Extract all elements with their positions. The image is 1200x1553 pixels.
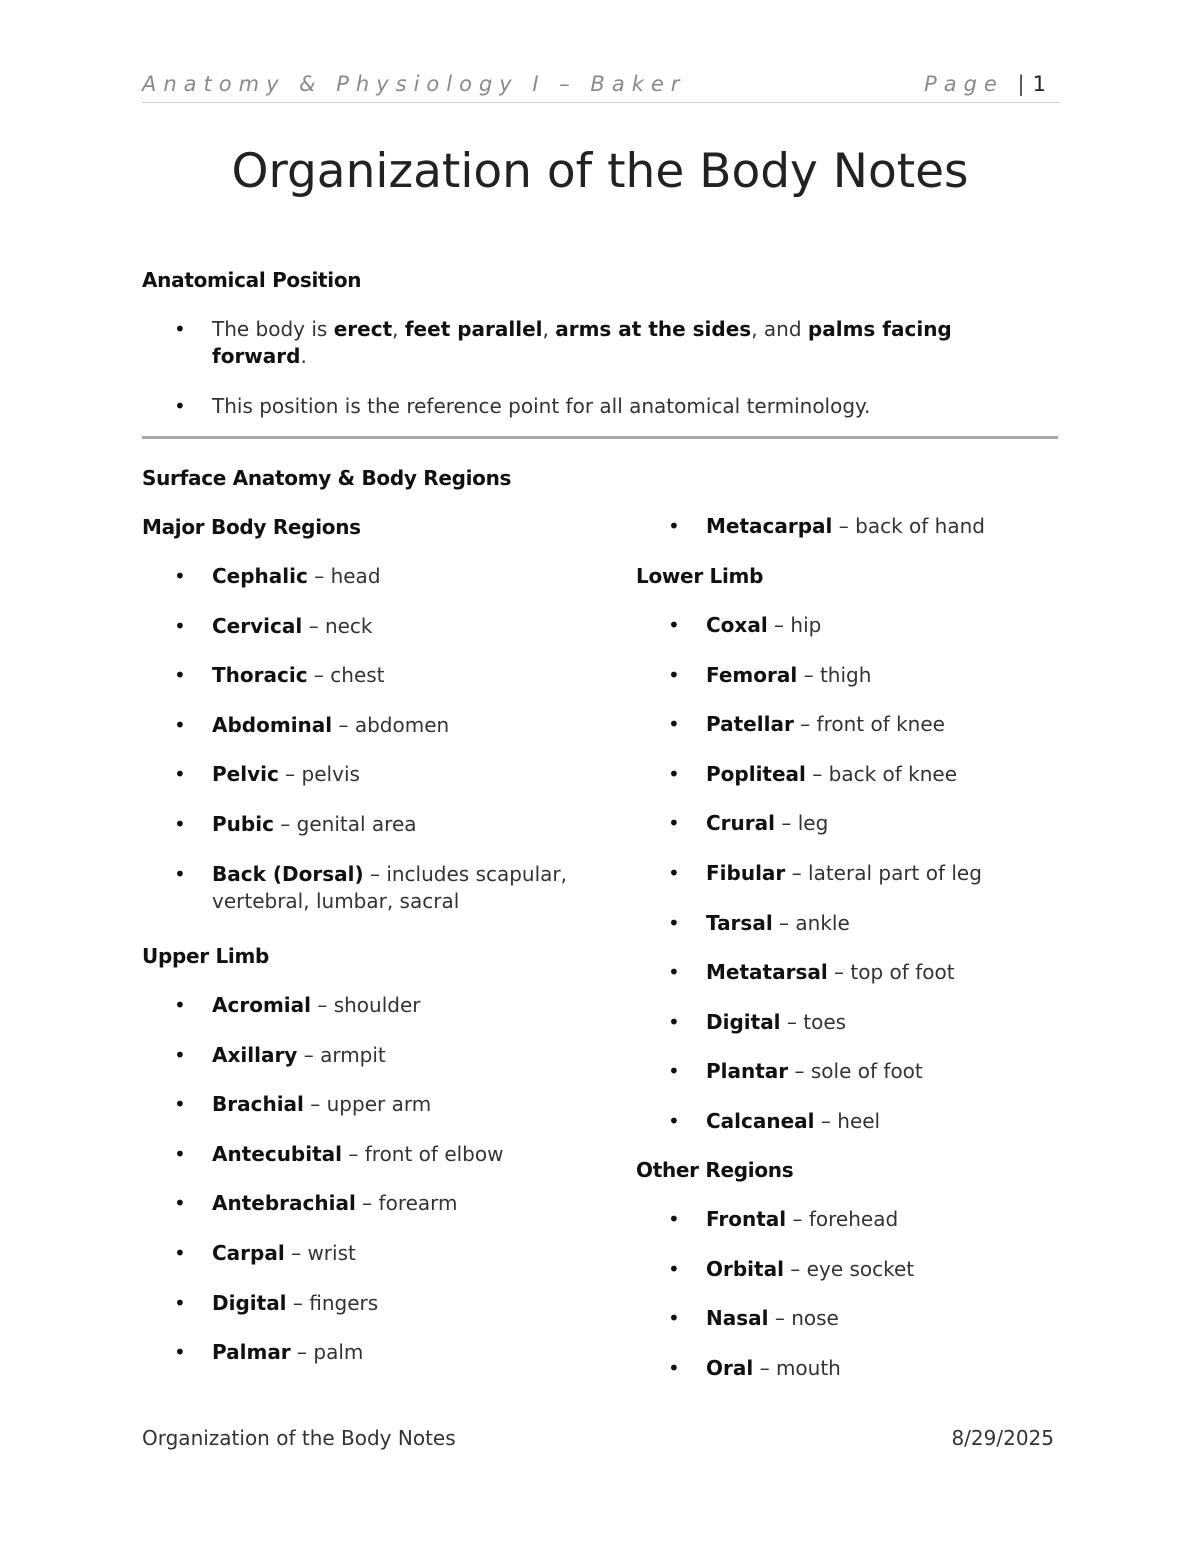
region-description: chest	[330, 663, 385, 688]
region-description: fingers	[309, 1290, 379, 1315]
region-item	[636, 1058, 1056, 1085]
region-description: leg	[797, 811, 829, 836]
region-term: Pubic	[212, 811, 274, 836]
region-item	[142, 992, 582, 1019]
region-term: Metacarpal	[706, 514, 833, 538]
region-description: abdomen	[354, 712, 450, 737]
region-term: Metatarsal	[706, 960, 828, 985]
dash-separator: –	[767, 613, 791, 637]
dash-separator: –	[797, 662, 820, 687]
region-description: head	[330, 564, 381, 588]
region-term: Thoracic	[212, 663, 308, 688]
dash-separator: –	[768, 1306, 792, 1331]
header-page-separator: |	[1017, 72, 1025, 96]
list-item	[142, 316, 1042, 370]
region-term: Nasal	[706, 1306, 769, 1331]
page-header	[142, 70, 1060, 103]
dash-separator: –	[302, 613, 325, 638]
text-run: , and	[751, 317, 808, 341]
region-description: shoulder	[333, 993, 421, 1017]
region-term: Oral	[706, 1355, 754, 1380]
dash-separator: –	[284, 1240, 308, 1265]
other-regions-list	[636, 1206, 1056, 1404]
footer-date: 8/29/2025	[951, 1426, 1054, 1450]
dash-separator: –	[785, 860, 809, 885]
region-term: Palmar	[212, 1340, 291, 1365]
region-description: forehead	[808, 1207, 899, 1231]
dash-separator: –	[273, 811, 297, 836]
region-term: Digital	[212, 1290, 287, 1315]
region-item	[636, 860, 1056, 887]
region-item	[636, 810, 1056, 837]
region-term: Cephalic	[212, 564, 308, 588]
region-description: genital area	[296, 811, 417, 836]
region-item	[142, 613, 582, 640]
section-heading-anatomical-position: Anatomical Position	[142, 268, 362, 292]
region-item	[142, 1339, 582, 1366]
region-description: sole of foot	[810, 1059, 923, 1084]
region-description: toes	[803, 1009, 847, 1034]
region-item	[636, 1206, 1056, 1233]
region-term: Abdominal	[212, 712, 333, 737]
region-description: eye socket	[806, 1256, 915, 1281]
region-item	[636, 1256, 1056, 1283]
dash-separator: –	[286, 1290, 310, 1315]
region-item	[142, 1042, 582, 1069]
lower-limb-list	[636, 612, 1056, 1158]
region-description: back of knee	[828, 761, 958, 786]
region-item	[636, 761, 1056, 788]
region-item	[142, 563, 582, 590]
dash-separator: –	[332, 712, 355, 737]
region-item	[142, 712, 582, 739]
region-description: lateral part of leg	[808, 860, 982, 885]
header-page-number: 1	[1032, 72, 1046, 96]
region-description: hip	[790, 613, 822, 637]
region-description: heel	[837, 1108, 881, 1133]
dash-separator: –	[753, 1355, 776, 1380]
region-term: Crural	[706, 811, 775, 836]
region-description: pelvis	[301, 762, 360, 787]
region-description: mouth	[775, 1355, 841, 1380]
region-item	[636, 1108, 1056, 1135]
region-description: thigh	[819, 662, 872, 687]
region-description: neck	[324, 613, 373, 638]
dash-separator: –	[278, 762, 302, 787]
text-run: .	[300, 344, 307, 368]
region-description: armpit	[320, 1042, 386, 1067]
dash-separator: –	[793, 712, 817, 737]
region-description: wrist	[307, 1240, 356, 1265]
region-item	[142, 1240, 582, 1267]
subheading-lower-limb: Lower Limb	[636, 564, 764, 588]
header-page	[924, 72, 1046, 96]
region-term: Calcaneal	[706, 1108, 815, 1133]
region-term: Axillary	[212, 1042, 298, 1067]
subheading-major-body-regions: Major Body Regions	[142, 515, 361, 539]
region-term: Brachial	[212, 1092, 304, 1117]
dash-separator: –	[772, 910, 796, 935]
region-description: front of knee	[816, 712, 945, 737]
region-term: Frontal	[706, 1207, 787, 1231]
region-description: palm	[313, 1340, 364, 1365]
subheading-other-regions: Other Regions	[636, 1158, 794, 1182]
section-heading-surface-anatomy: Surface Anatomy & Body Regions	[142, 466, 512, 490]
region-description: front of elbow	[364, 1141, 504, 1166]
region-term: Fibular	[706, 860, 786, 885]
region-item	[142, 1290, 582, 1317]
region-item	[142, 1141, 582, 1168]
region-item	[142, 811, 582, 838]
page-title: Organization of the Body Notes	[231, 144, 969, 199]
footer-title: Organization of the Body Notes	[142, 1426, 456, 1450]
region-description: forearm	[378, 1191, 458, 1216]
region-term: Femoral	[706, 662, 798, 687]
dash-separator: –	[310, 993, 334, 1017]
region-description: upper arm	[326, 1092, 432, 1117]
region-item	[636, 711, 1056, 738]
dash-separator: –	[775, 811, 798, 836]
region-item	[142, 761, 582, 788]
text-run: The body is	[212, 317, 334, 341]
section-divider	[142, 436, 1058, 439]
region-term: Popliteal	[706, 761, 806, 786]
region-term: Plantar	[706, 1059, 789, 1084]
dash-separator: –	[307, 663, 331, 688]
subheading-upper-limb: Upper Limb	[142, 944, 270, 968]
dash-separator: –	[297, 1042, 321, 1067]
dash-separator: –	[832, 514, 856, 538]
anatomical-position-list	[142, 316, 1042, 442]
bold-term: palms facing forward	[212, 317, 952, 368]
region-item	[142, 1091, 582, 1118]
region-item	[636, 959, 1056, 986]
region-term: Patellar	[706, 712, 794, 737]
upper-limb-list	[142, 992, 582, 1389]
header-course: Anatomy & Physiology I – Baker	[142, 72, 687, 96]
dash-separator: –	[342, 1141, 365, 1166]
region-item	[142, 861, 582, 915]
region-term: Pelvic	[212, 762, 279, 787]
major-regions-list	[142, 563, 582, 937]
region-item	[636, 1355, 1056, 1382]
text-run: ,	[542, 317, 556, 341]
region-term: Acromial	[212, 993, 311, 1017]
region-term: Cervical	[212, 613, 303, 638]
region-item	[142, 662, 582, 689]
list-item: • This position is the reference point for all anatomical terminology.	[142, 393, 1042, 420]
region-item	[636, 1009, 1056, 1036]
region-item	[636, 1305, 1056, 1332]
dash-separator: –	[827, 960, 851, 985]
bold-term: feet parallel	[404, 317, 543, 341]
region-description: back of hand	[855, 514, 985, 538]
region-description: includes scapular, vertebral, lumbar, sacral	[212, 861, 568, 913]
dash-separator: –	[786, 1207, 809, 1231]
dash-separator: –	[814, 1108, 838, 1133]
region-description: top of foot	[850, 960, 955, 985]
region-term: Carpal	[212, 1240, 285, 1265]
region-term: Antebrachial	[212, 1191, 356, 1216]
bold-term: erect	[333, 317, 393, 341]
dash-separator: –	[290, 1340, 314, 1365]
region-description: nose	[791, 1306, 839, 1331]
dash-separator: –	[307, 564, 331, 588]
region-term: Antecubital	[212, 1141, 343, 1166]
region-description: ankle	[795, 910, 850, 935]
region-term: Back (Dorsal)	[212, 861, 364, 886]
region-item	[636, 662, 1056, 689]
region-item	[636, 513, 1056, 540]
region-term: Tarsal	[706, 910, 773, 935]
region-term: Orbital	[706, 1256, 784, 1281]
dash-separator: –	[780, 1009, 804, 1034]
bold-term: arms at the sides	[555, 317, 752, 341]
region-item	[636, 910, 1056, 937]
dash-separator: –	[363, 861, 387, 886]
region-item	[142, 1190, 582, 1217]
text-run: ,	[392, 317, 405, 341]
region-item	[636, 612, 1056, 639]
dash-separator: –	[355, 1191, 379, 1216]
header-page-label: Page	[924, 72, 1004, 96]
region-term: Coxal	[706, 613, 768, 637]
dash-separator: –	[788, 1059, 811, 1084]
region-term: Digital	[706, 1009, 781, 1034]
dash-separator: –	[805, 761, 829, 786]
dash-separator: –	[783, 1256, 807, 1281]
upper-limb-list-continued	[636, 513, 1056, 563]
dash-separator: –	[303, 1092, 327, 1117]
